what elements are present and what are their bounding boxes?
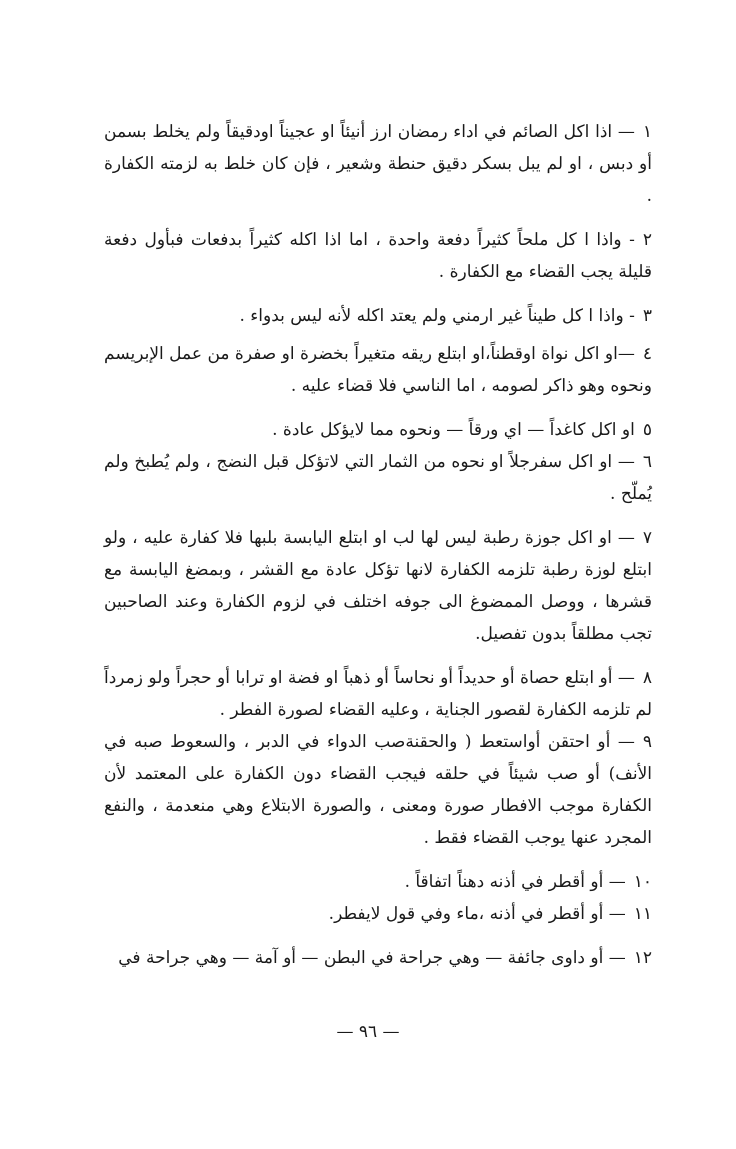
paragraph-number: ٣ (642, 306, 652, 326)
paragraph-text: — او اكل سفرجلاً او نحوه من الثمار التي لاتؤكل قبل النضج ، ولم يُطبخ ولم يُملّح . (104, 452, 652, 504)
paragraph-number: ٩ (642, 732, 652, 752)
paragraph-number: ٥ (642, 420, 652, 440)
paragraph-text: او اكل كاغداً — اي ورقاً — ونحوه مما لايؤكل عادة . (272, 420, 635, 440)
paragraph-text: - واذا ا كل طيناً غير ارمني ولم يعتد اكله لأنه ليس بدواء . (239, 306, 635, 326)
paragraph-7 (104, 522, 652, 650)
paragraph-text: — أو ابتلع حصاة أو حديداً أو نحاساً أو ذهباً او فضة او ترابا أو حجراً ولو زمرداً لم تلزمه الكفارة لقصور الجناية ، وعليه القضاء لصورة الفطر . (104, 668, 652, 720)
paragraph-6 (104, 446, 652, 510)
paragraph-1 (104, 116, 652, 212)
paragraph-number: ١٢ (633, 948, 652, 968)
paragraph-8 (104, 662, 652, 726)
paragraph-number: ١ (642, 122, 652, 142)
paragraph-11 (104, 898, 652, 930)
paragraph-number: ٦ (642, 452, 652, 472)
paragraph-number: ٧ (642, 528, 652, 548)
paragraph-number: ٤ (642, 344, 652, 364)
paragraph-number: ١٠ (633, 872, 652, 892)
paragraph-4 (104, 338, 652, 402)
paragraph-number: ٨ (642, 668, 652, 688)
page-number: — ٩٦ — (336, 1022, 400, 1042)
paragraph-10 (104, 866, 652, 898)
paragraph-text: — اذا اكل الصائم في اداء رمضان ارز أنيئاً او عجيناً اودقيقاً ولم يخلط بسمن أو دبس ، او لم يبل بسكر دقيق حنطة وشعير ، فإن كان خلط به لزمته الكفارة . (104, 122, 652, 206)
paragraph-text: — أو أقطر في أذنه دهناً اتفاقاً . (404, 872, 626, 892)
paragraph-text: - واذا ا كل ملحاً كثيراً دفعة واحدة ، اما اذا اكله كثيراً بدفعات فبأول دفعة قليلة يجب القضاء مع الكفارة . (104, 230, 652, 282)
paragraph-number: ٢ (642, 230, 652, 250)
paragraph-2 (104, 224, 652, 288)
paragraph-text: — أو أقطر في أذنه ،ماء وفي قول لايفطر. (328, 904, 626, 924)
paragraph-text: — او اكل جوزة رطبة ليس لها لب او ابتلع اليابسة بلبها فلا كفارة عليه ، ولو ابتلع لوزة رطبة تلزمه الكفارة لانها تؤكل عادة مع القشر ، وبمضغ اليابسة مع قشرها ، ووصل الممضوغ الى جوفه اختلف في لزوم الكفارة وعند الصاحبين تجب مطلقاً بدون تفصيل. (104, 528, 652, 644)
paragraph-3 (104, 300, 652, 332)
page-body (104, 116, 652, 974)
paragraph-text: —او اكل نواة اوقطناً،او ابتلع ريقه متغيراً بخضرة او صفرة من عمل الإبريسم ونحوه وهو ذاكر لصومه ، اما الناسي فلا قضاء عليه . (104, 344, 652, 396)
paragraph-text: — أو داوى جائفة — وهي جراحة في البطن — أو آمة — وهي جراحة في (118, 948, 626, 968)
paragraph-9 (104, 726, 652, 854)
paragraph-text: — أو احتقن أواستعط ( والحقنةصب الدواء في الدبر ، والسعوط صبه في الأنف) أو صب شيئاً في حلقه فيجب القضاء دون الكفارة على المعتمد لأن الكفارة موجب الافطار صورة ومعنى ، والصورة الابتلاع وهي منعدمة ، والنفع المجرد عنها يوجب القضاء فقط . (104, 732, 652, 848)
paragraph-12 (104, 942, 652, 974)
paragraph-5 (104, 414, 652, 446)
paragraph-number: ١١ (633, 904, 652, 924)
